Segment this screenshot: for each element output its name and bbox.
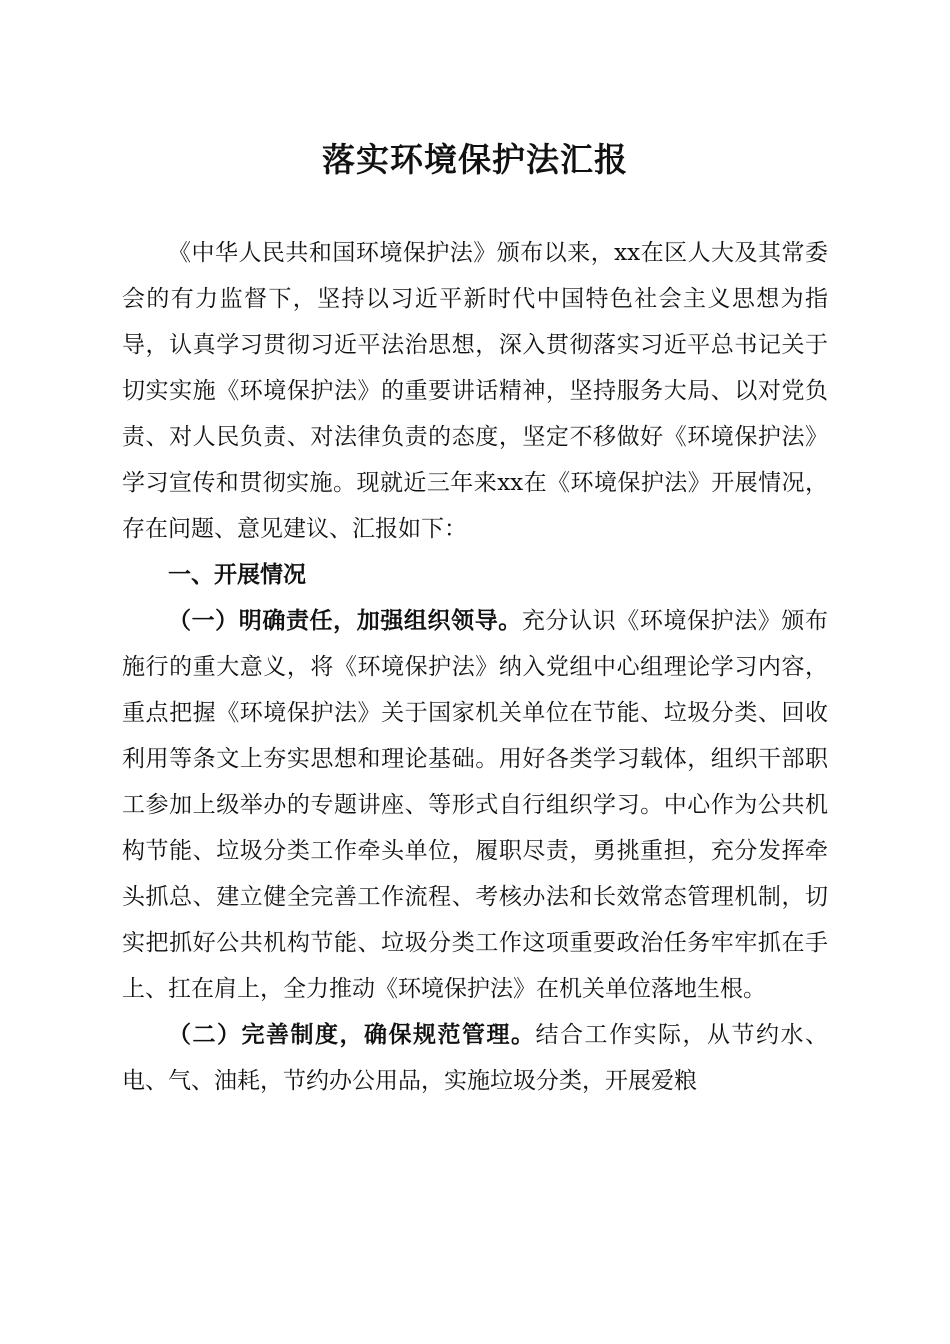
section-heading-1: 一、开展情况 (168, 562, 306, 588)
document-title: 落实环境保护法汇报 (322, 140, 628, 179)
item-2-text: 结合工作实际，从节约水、电、气、油耗，节约办公用品，实施垃圾分类，开展爱粮 (122, 1022, 828, 1094)
intro-paragraph: 《中华人民共和国环境保护法》颁布以来，xx在区人大及其常委会的有力监督下，坚持以习近平新时代中国特色社会主义思想为指导，认真学习贯彻习近平法治思想，深入贯彻落实习近平总书记关于切实实施《环境保护法》的重要讲话精神，坚持服务大局、以对党负责、对人民负责、对法律负责的态度，坚定不移做好《环境保护法》学习宣传和贯彻实施。现就近三年来xx在《环境保护法》开展情况，存在问题、意见建议、汇报如下： (122, 240, 828, 542)
item-1-text: 充分认识《环境保护法》颁布施行的重大意义，将《环境保护法》纳入党组中心组理论学习内容，重点把握《环境保护法》关于国家机关单位在节能、垃圾分类、回收利用等条文上夯实思想和理论基础。用好各类学习载体，组织干部职工参加上级举办的专题讲座、等形式自行组织学习。中心作为公共机构节能、垃圾分类工作牵头单位，履职尽责，勇挑重担，充分发挥牵头抓总、建立健全完善工作流程、考核办法和长效常态管理机制，切实把抓好公共机构节能、垃圾分类工作这项重要政治任务牢牢抓在手上、扛在肩上，全力推动《环境保护法》在机关单位落地生根。 (122, 608, 829, 1002)
document-body (122, 230, 828, 1104)
item-1-paragraph (122, 598, 828, 1012)
item-2-lead: （二）完善制度，确保规范管理。 (168, 1021, 536, 1048)
item-2-paragraph (122, 1012, 828, 1104)
item-1-lead: （一）明确责任，加强组织领导。 (168, 607, 522, 634)
